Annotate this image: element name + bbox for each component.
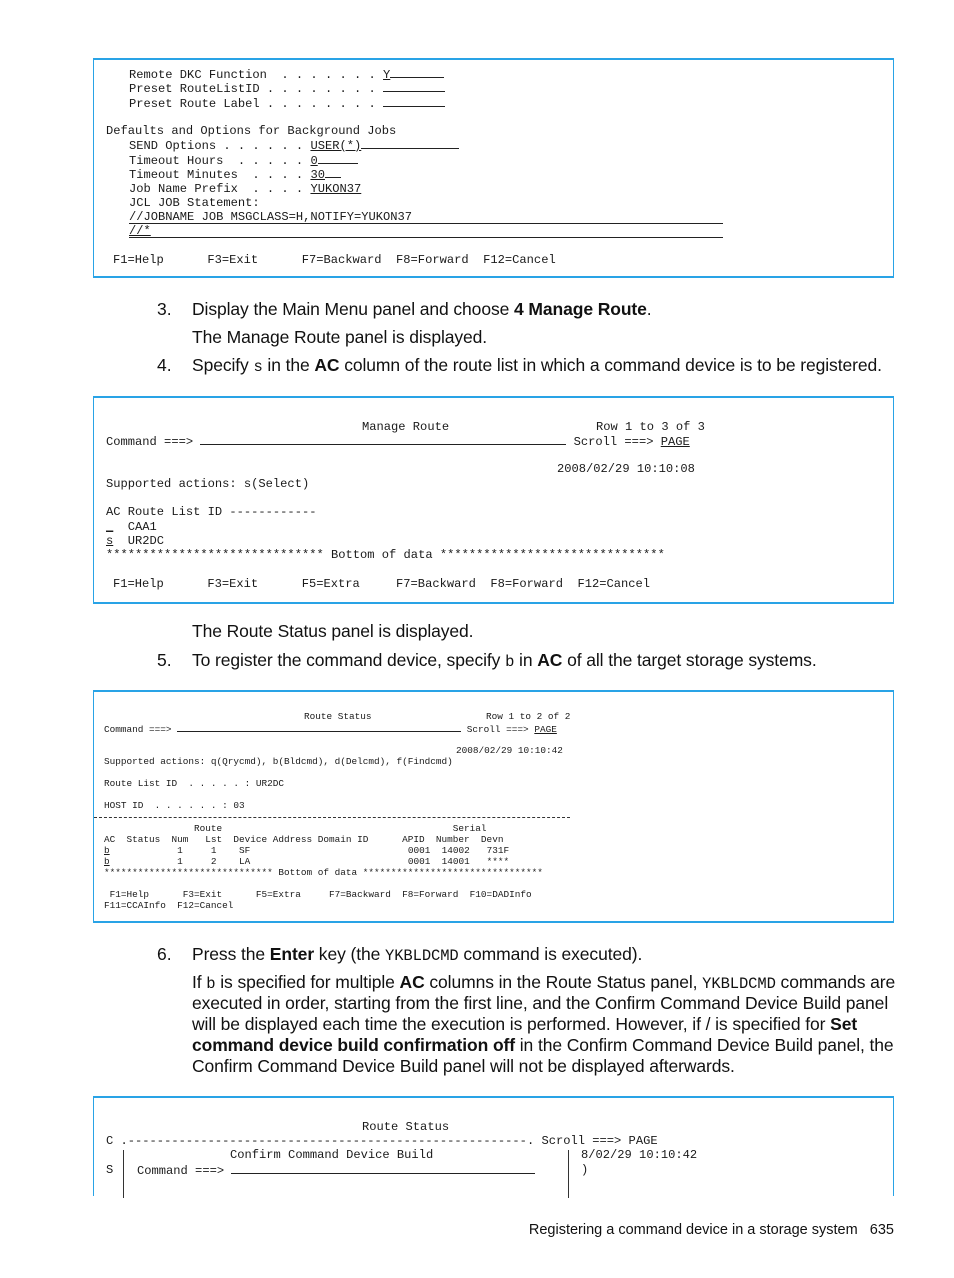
popup-left-border: [123, 1150, 124, 1198]
row-ac-input[interactable]: s: [106, 534, 114, 548]
job-name-prefix-label: Job Name Prefix . . . .: [129, 182, 304, 196]
timeout-hours-label: Timeout Hours . . . . .: [129, 154, 304, 168]
host-id: HOST ID . . . . . . : 03: [104, 800, 245, 811]
scroll-label: Scroll ===>: [466, 724, 529, 735]
p-bold: Set: [830, 1014, 858, 1034]
send-options-field[interactable]: [361, 138, 459, 149]
command-label: Command ===>: [106, 435, 194, 449]
step-5-number: 5.: [157, 650, 172, 670]
table-row: [104, 845, 509, 856]
p-bold: command device build confirmation off: [192, 1035, 515, 1055]
remote-dkc-field[interactable]: [390, 67, 444, 78]
line-suffix: ): [581, 1163, 589, 1177]
step-5-bold: AC: [537, 650, 563, 670]
command-label: Command ===>: [104, 724, 172, 735]
jcl-label: JCL JOB Statement:: [129, 196, 260, 210]
p-text: columns in the Route Status panel,: [424, 972, 703, 992]
route-list-id: UR2DC: [127, 534, 165, 548]
step-3-text-a: Display the Main Menu panel and choose: [192, 299, 514, 319]
footer-text: Registering a command device in a storage system: [528, 1222, 858, 1238]
step-4-number: 4.: [157, 355, 172, 375]
p-text: If: [192, 972, 207, 992]
settings-panel-screenshot: [93, 58, 894, 278]
step-6-paragraph-line-2: executed in order, starting from the first line, and the Confirm Command Device Build panel: [192, 993, 889, 1013]
table-row: [106, 534, 164, 548]
p-text: is specified for multiple: [215, 972, 400, 992]
step-6-text-c: command is executed).: [458, 944, 643, 964]
remote-dkc-value[interactable]: Y: [383, 68, 391, 82]
supported-actions: Supported actions: s(Select): [106, 477, 310, 491]
p-text: will be displayed each time the execution is performed. However, if / is specified for: [192, 1014, 831, 1034]
step-6-text-b: key (the: [314, 944, 386, 964]
defaults-heading: Defaults and Options for Background Jobs: [106, 124, 397, 138]
page-number: 635: [869, 1222, 894, 1238]
step-6-code: YKBLDCMD: [385, 947, 459, 965]
jcl-line-1-text: //JOBNAME JOB MSGCLASS=H,NOTIFY=YUKON37: [129, 210, 413, 224]
step-5-text: [192, 650, 817, 671]
step-3-text-b: .: [646, 299, 652, 319]
step-4-code: s: [253, 358, 263, 376]
send-options-label: SEND Options . . . . . .: [129, 139, 304, 153]
p-text: in the Confirm Command Device Build panel, the: [515, 1035, 894, 1055]
p-code: YKBLDCMD: [702, 975, 776, 993]
separator-line: [94, 817, 570, 818]
command-input[interactable]: [177, 723, 461, 732]
scroll-label: Scroll ===>: [573, 435, 654, 449]
row-ac-input[interactable]: b: [104, 856, 110, 867]
preset-route-label-label: Preset Route Label . . . . . . . .: [129, 97, 376, 111]
row-ac-input[interactable]: b: [104, 845, 110, 856]
route-status-panel-screenshot: [93, 690, 894, 923]
timeout-minutes-value[interactable]: 30: [310, 168, 325, 182]
row-values: 1 1 SF 0001 14002 731F: [109, 845, 510, 856]
bottom-of-data: ****************************** Bottom of data *******************************: [106, 548, 665, 562]
step-3-text: [192, 299, 652, 320]
manage-route-panel-screenshot: [93, 396, 894, 604]
panel-title: Route Status: [304, 711, 372, 722]
jcl-line-2-text: //*: [129, 224, 151, 238]
step-6-paragraph-line-4: [192, 1035, 894, 1056]
pf-keys-line-2: F11=CCAInfo F12=Cancel: [104, 900, 234, 911]
pf-keys: F1=Help F3=Exit F7=Backward F8=Forward F12=Cancel: [113, 253, 556, 267]
line-prefix: S: [106, 1163, 114, 1177]
step-6-text: [192, 944, 642, 965]
pf-keys: F1=Help F3=Exit F5=Extra F7=Backward F8=Forward F12=Cancel: [113, 577, 651, 591]
step-5-text-c: of all the target storage systems.: [562, 650, 817, 670]
rows-info: Row 1 to 3 of 3: [596, 420, 705, 434]
page-footer: [529, 1222, 894, 1238]
scroll-value[interactable]: PAGE: [534, 724, 557, 735]
preset-routelistid-label: Preset RouteListID . . . . . . . .: [129, 82, 376, 96]
rows-info: Row 1 to 2 of 2: [486, 711, 571, 722]
step-4-text: [192, 355, 882, 376]
timeout-hours-value[interactable]: 0: [310, 154, 318, 168]
step-4-text-b: in the: [262, 355, 315, 375]
timeout-minutes-label: Timeout Minutes . . . .: [129, 168, 304, 182]
preset-route-label-field[interactable]: [383, 96, 445, 107]
scroll-value[interactable]: PAGE: [660, 435, 690, 449]
p-text: commands are: [775, 972, 896, 992]
popup-top-border: -------------------------------------------------------.: [127, 1134, 535, 1148]
jcl-line-1[interactable]: [129, 210, 723, 224]
row-ac-input[interactable]: _: [106, 520, 114, 534]
pf-keys-line-1: F1=Help F3=Exit F5=Extra F7=Backward F8=Forward F10=DADInfo: [104, 889, 532, 900]
preset-routelistid-field[interactable]: [383, 81, 445, 92]
panel-title: Route Status: [362, 1120, 450, 1134]
popup-title: Confirm Command Device Build: [230, 1148, 434, 1162]
timeout-minutes-field[interactable]: [325, 167, 341, 178]
row-values: 1 2 LA 0001 14001 ****: [109, 856, 510, 867]
table-row: [106, 520, 157, 534]
column-header-2: AC Status Num Lst Device Address Domain ID APID Number Devn: [104, 834, 504, 845]
popup-right-border: [568, 1150, 569, 1198]
supported-actions: Supported actions: q(Qrycmd), b(Bldcmd), d(Delcmd), f(Findcmd): [104, 756, 453, 767]
jcl-line-2[interactable]: [129, 224, 723, 238]
datetime-fragment: 8/02/29 10:10:42: [581, 1148, 698, 1162]
bottom-of-data: ****************************** Bottom of data ********************************: [104, 867, 543, 878]
after-panel-2-text: The Route Status panel is displayed.: [192, 621, 474, 641]
route-list-id: Route List ID . . . . . : UR2DC: [104, 778, 285, 789]
column-header: AC Route List ID ------------: [106, 505, 317, 519]
timeout-hours-field[interactable]: [318, 153, 358, 164]
step-4-bold: AC: [314, 355, 340, 375]
job-name-prefix-value[interactable]: YUKON37: [310, 182, 362, 196]
step-5-text-b: in: [514, 650, 538, 670]
p-code: b: [206, 975, 216, 993]
step-3-result: The Manage Route panel is displayed.: [192, 327, 488, 347]
datetime: 2008/02/29 10:10:08: [557, 462, 695, 476]
command-input[interactable]: [231, 1163, 535, 1174]
step-6-paragraph-line-5: Confirm Command Device Build panel will not be displayed afterwards.: [192, 1056, 735, 1076]
step-6-bold: Enter: [269, 944, 315, 964]
p-bold: AC: [399, 972, 425, 992]
confirm-build-panel-screenshot: [93, 1096, 894, 1196]
route-list-id: CAA1: [127, 520, 157, 534]
table-row: [104, 856, 509, 867]
step-6-text-a: Press the: [192, 944, 270, 964]
step-3-number: 3.: [157, 299, 172, 319]
column-header-1: Route Serial: [104, 823, 487, 834]
step-4-text-c: column of the route list in which a command device is to be registered.: [339, 355, 882, 375]
send-options-value[interactable]: USER(*): [310, 139, 362, 153]
command-input[interactable]: [200, 434, 566, 445]
step-3-bold: 4 Manage Route: [514, 299, 647, 319]
scroll-info: Scroll ===> PAGE: [541, 1134, 658, 1148]
datetime: 2008/02/29 10:10:42: [456, 745, 563, 756]
remote-dkc-label: Remote DKC Function . . . . . . .: [129, 68, 376, 82]
step-4-text-a: Specify: [192, 355, 254, 375]
step-5-code: b: [505, 653, 515, 671]
panel-title: Manage Route: [362, 420, 450, 434]
line-prefix: C .: [106, 1134, 128, 1148]
step-6-paragraph-line-1: [192, 972, 895, 993]
step-5-text-a: To register the command device, specify: [192, 650, 506, 670]
step-6-paragraph-line-3: [192, 1014, 857, 1035]
step-6-number: 6.: [157, 944, 172, 964]
command-label: Command ===>: [137, 1164, 225, 1178]
